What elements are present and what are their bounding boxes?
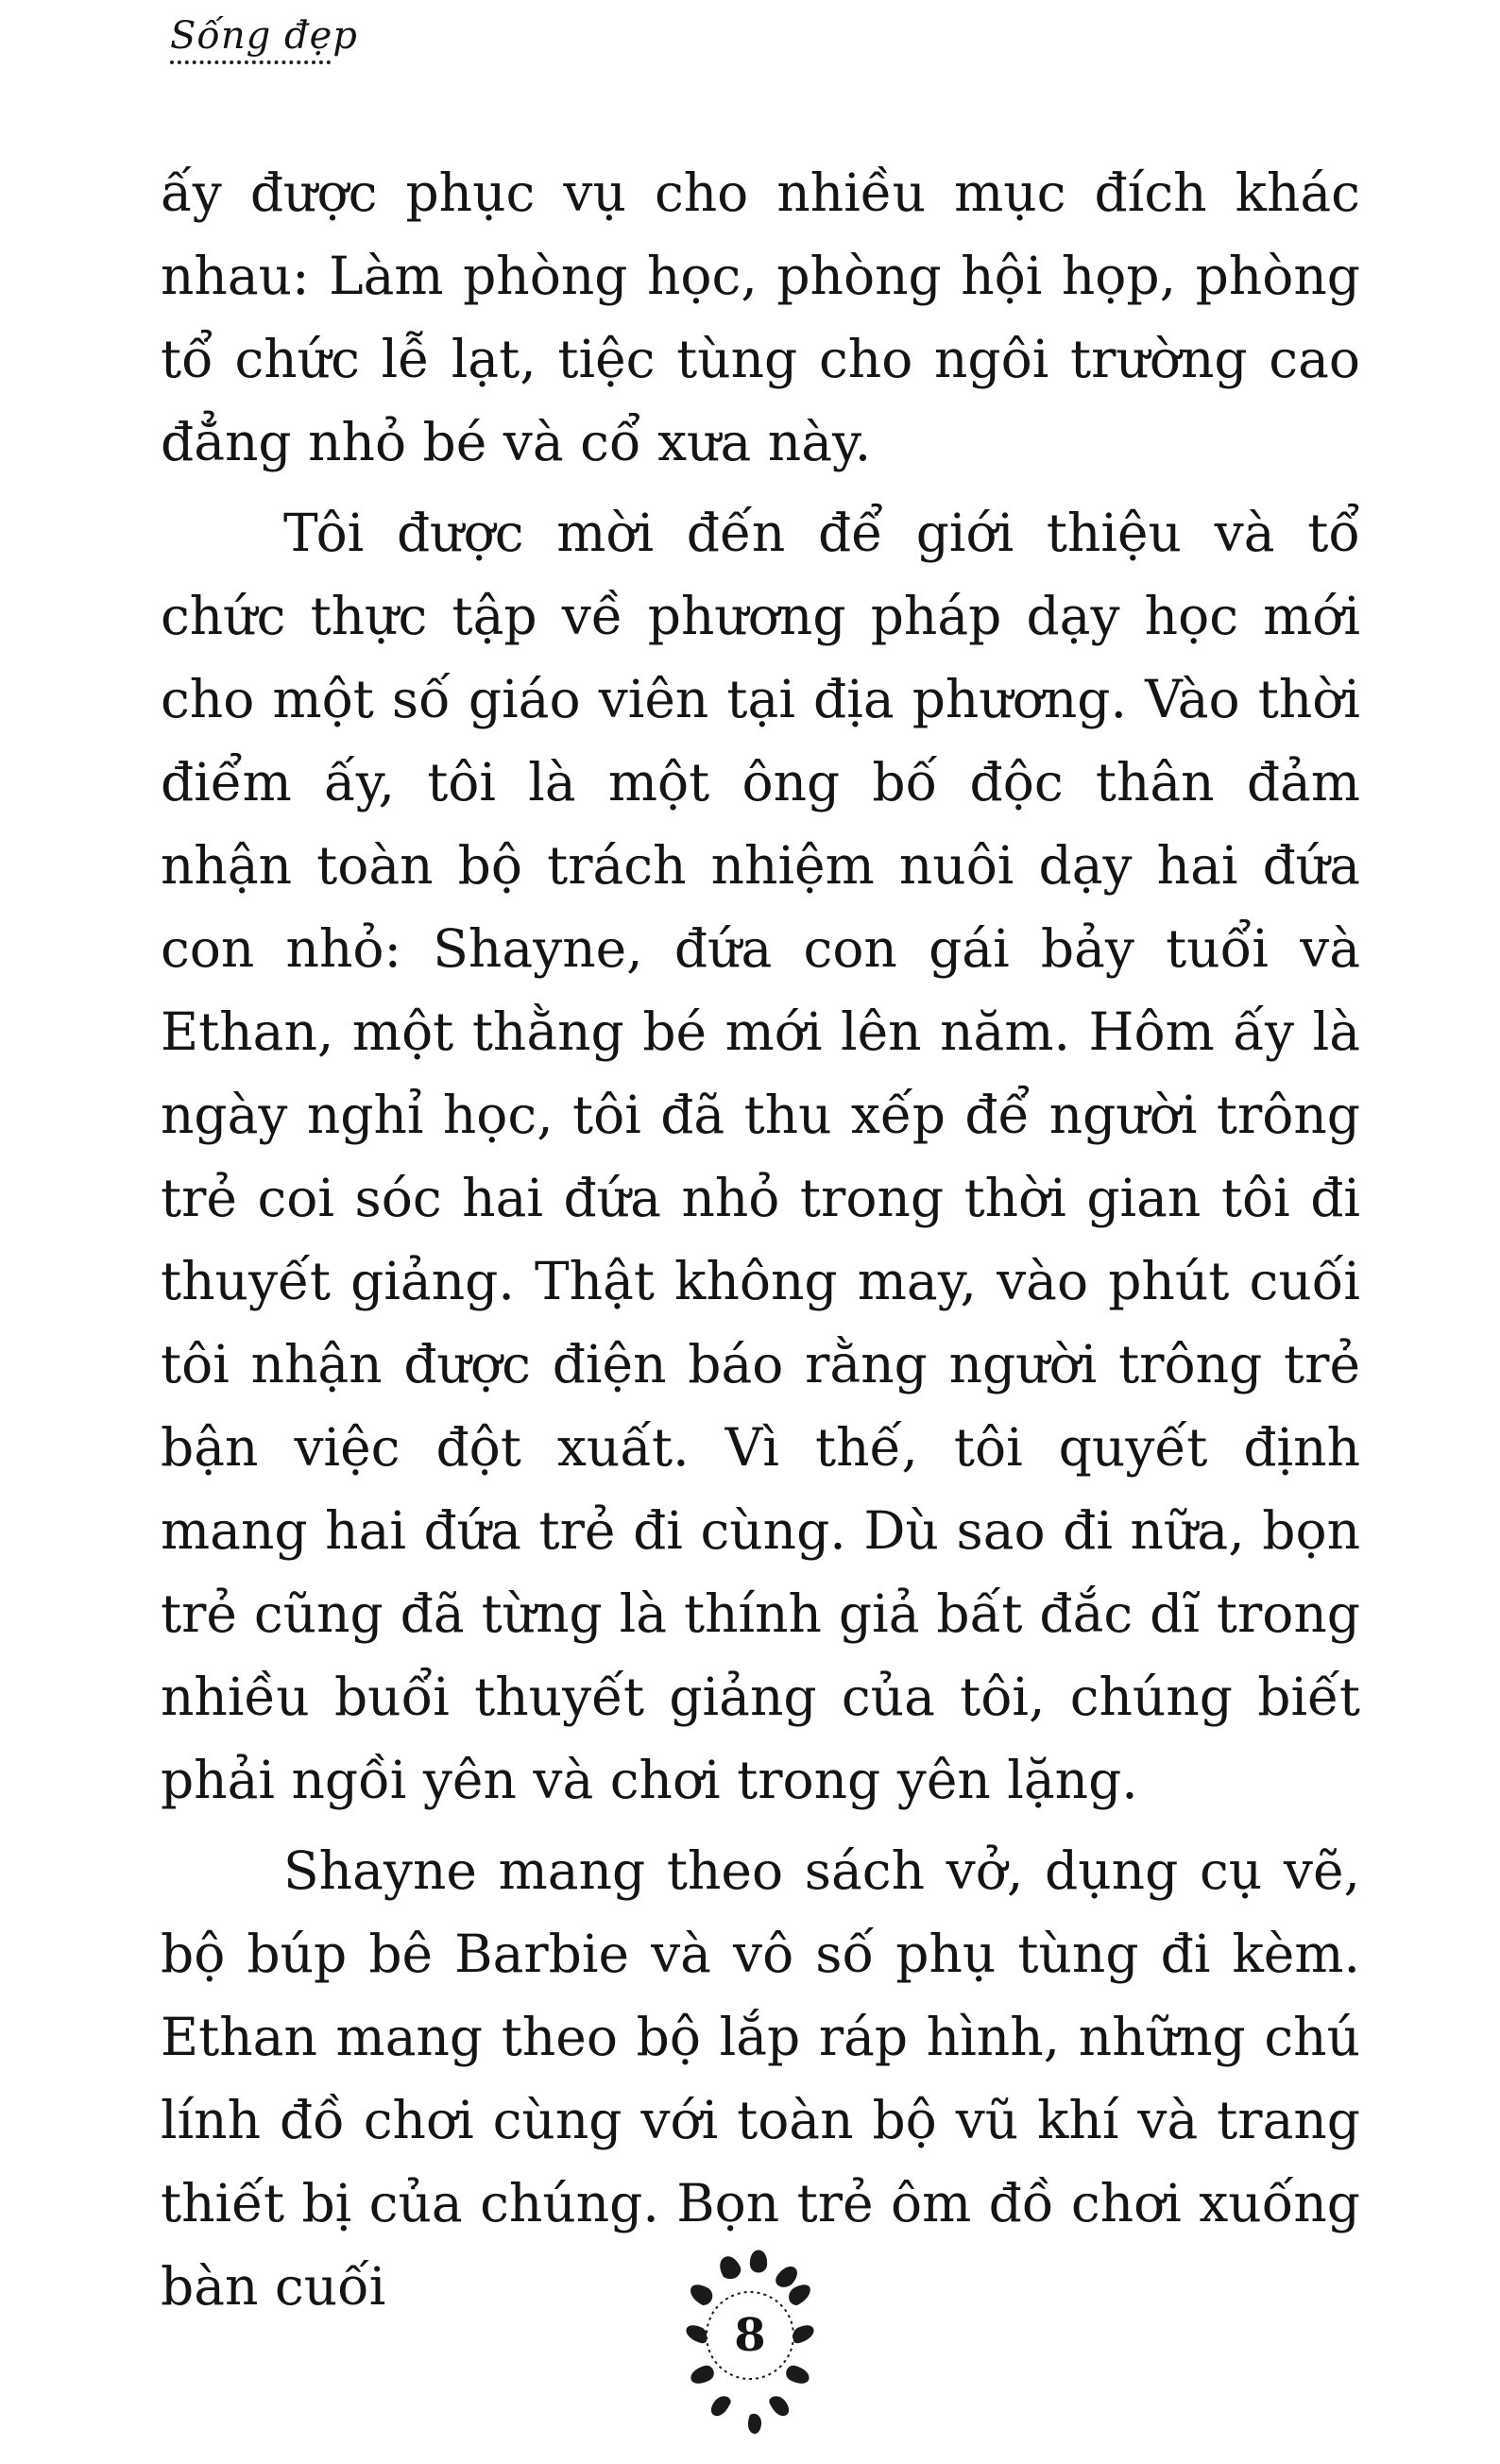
page-number: 8: [734, 2309, 766, 2362]
paragraph-1: ấy được phục vụ cho nhiều mục đích khác nhau: Làm phòng học, phòng hội họp, phòng tổ chức lễ lạt, tiệc tùng cho ngôi trường cao đẳng nhỏ bé và cổ xưa này.: [161, 163, 1360, 472]
page-number-ornament: [674, 2239, 826, 2447]
body-text: [161, 151, 1360, 2328]
header-dotted-rule: [170, 60, 331, 64]
paragraph-2: Tôi được mời đến để giới thiệu và tổ chức thực tập về phương pháp dạy học mới cho một số giáo viên tại địa phương. Vào thời điểm ấy, tôi là một ông bố độc thân đảm nhận toàn bộ trách nhiệm nuôi dạy hai đứa con nhỏ: Shayne, đứa con gái bảy tuổi và Ethan, một thằng bé mới lên năm. Hôm ấy là ngày nghỉ học, tôi đã thu xếp để người trông trẻ coi sóc hai đứa nhỏ trong thời gian tôi đi thuyết giảng. Thật không may, vào phút cuối tôi nhận được điện báo rằng người trông trẻ bận việc đột xuất. Vì thế, tôi quyết định mang hai đứa trẻ đi cùng. Dù sao đi nữa, bọn trẻ cũng đã từng là thính giả bất đắc dĩ trong nhiều buổi thuyết giảng của tôi, chúng biết phải ngồi yên và chơi trong yên lặng.: [161, 503, 1360, 1810]
paragraph-3: Shayne mang theo sách vở, dụng cụ vẽ, bộ búp bê Barbie và vô số phụ tùng đi kèm. Ethan mang theo bộ lắp ráp hình, những chú lính đồ chơi cùng với toàn bộ vũ khí và trang thiết bị của chúng. Bọn trẻ ôm đồ chơi xuống bàn cuối: [161, 1840, 1360, 2317]
running-header: [170, 14, 359, 64]
book-title: Sống đẹp: [170, 14, 358, 58]
